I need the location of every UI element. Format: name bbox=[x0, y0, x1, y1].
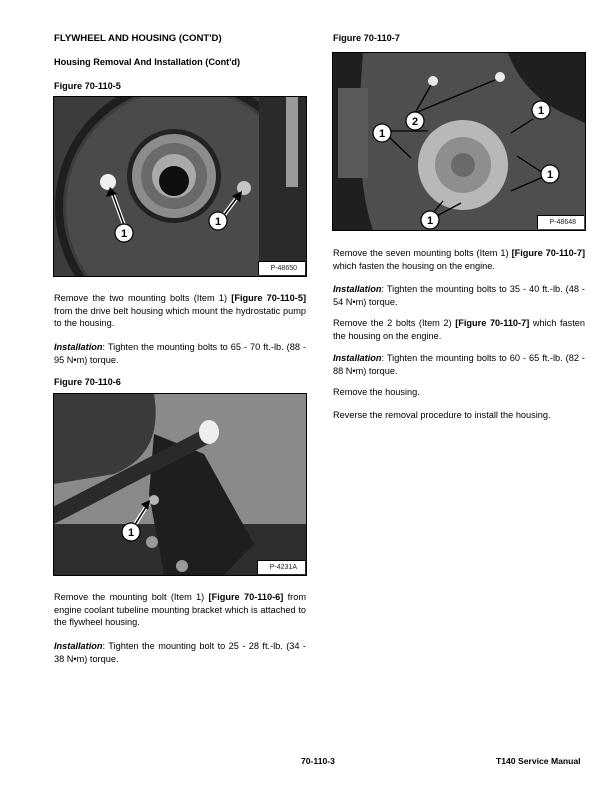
paragraph: Reverse the removal procedure to install the housing. bbox=[333, 410, 551, 420]
manual-title: T140 Service Manual bbox=[496, 756, 581, 766]
figure-label: Figure 70-110-5 bbox=[54, 81, 121, 91]
figure-70-110-6-photo bbox=[53, 393, 307, 576]
subsection-title: Housing Removal And Installation (Cont'd) bbox=[54, 57, 241, 67]
installation-note: Installation: Tighten the mounting bolt to 25 - 28 ft.-lb. (34 - 38 N•m) torque. bbox=[54, 641, 306, 664]
installation-note: Installation: Tighten the mounting bolts to 35 - 40 ft.-lb. (48 - 54 N•m) torque. bbox=[333, 284, 585, 307]
figure-70-110-7-photo bbox=[332, 52, 586, 231]
svg-text:1: 1 bbox=[426, 215, 434, 227]
callout-1-left bbox=[373, 124, 391, 142]
installation-label: Installation bbox=[54, 342, 103, 352]
svg-text:1: 1 bbox=[214, 216, 222, 228]
callout-1 bbox=[122, 523, 140, 541]
photo-id: P-48650 bbox=[258, 261, 305, 275]
figure-reference: [Figure 70-110-5] bbox=[231, 293, 307, 303]
installation-note: Installation: Tighten the mounting bolts to 65 - 70 ft.-lb. (88 - 95 N•m) torque. bbox=[54, 342, 306, 365]
svg-text:2: 2 bbox=[411, 116, 419, 128]
paragraph: Remove the mounting bolt (Item 1) [Figure 70-110-6] from engine coolant tubeline mounting bracket which is attached to the flywheel housing. bbox=[54, 592, 306, 628]
callout-1-left bbox=[115, 224, 133, 242]
figure-reference: [Figure 70-110-7] bbox=[511, 248, 586, 258]
paragraph: Remove the two mounting bolts (Item 1) [Figure 70-110-5] from the drive belt housing which mount the hydrostatic pump to the housing. bbox=[54, 293, 307, 329]
svg-text:1: 1 bbox=[120, 228, 128, 240]
callout-1-upper-right bbox=[532, 101, 550, 119]
photo-id: P-48648 bbox=[537, 215, 584, 229]
figure-label: Figure 70-110-7 bbox=[333, 33, 400, 43]
paragraph: Remove the 2 bolts (Item 2) [Figure 70-110-7] which fasten the housing on the engine. bbox=[333, 318, 586, 341]
svg-text:1: 1 bbox=[127, 527, 135, 539]
svg-text:1: 1 bbox=[546, 169, 554, 181]
figure-reference: [Figure 70-110-6] bbox=[208, 592, 284, 602]
installation-label: Installation bbox=[54, 641, 103, 651]
flywheel-housing-photo-illustration bbox=[333, 53, 585, 230]
figure-reference: [Figure 70-110-7] bbox=[455, 318, 530, 328]
paragraph: Remove the housing. bbox=[333, 387, 420, 397]
bracket-photo-illustration bbox=[54, 394, 306, 575]
figure-70-110-5-photo bbox=[53, 96, 307, 277]
callout-2 bbox=[406, 112, 424, 130]
svg-text:1: 1 bbox=[537, 105, 545, 117]
page-number: 70-110-3 bbox=[301, 756, 335, 766]
installation-label: Installation bbox=[333, 353, 382, 363]
section-title: FLYWHEEL AND HOUSING (CONT'D) bbox=[54, 33, 222, 44]
svg-text:1: 1 bbox=[378, 128, 386, 140]
photo-id: P-4231A bbox=[257, 560, 305, 574]
figure-label: Figure 70-110-6 bbox=[54, 377, 121, 387]
installation-note: Installation: Tighten the mounting bolts to 60 - 65 ft.-lb. (82 - 88 N•m) torque. bbox=[333, 353, 585, 376]
callout-1-bottom bbox=[421, 211, 439, 229]
installation-label: Installation bbox=[333, 284, 382, 294]
callout-1-right bbox=[541, 165, 559, 183]
housing-photo-illustration bbox=[54, 97, 306, 276]
paragraph: Remove the seven mounting bolts (Item 1) [Figure 70-110-7] which fasten the housing on the engine. bbox=[333, 248, 586, 271]
callout-1-right bbox=[209, 212, 227, 230]
